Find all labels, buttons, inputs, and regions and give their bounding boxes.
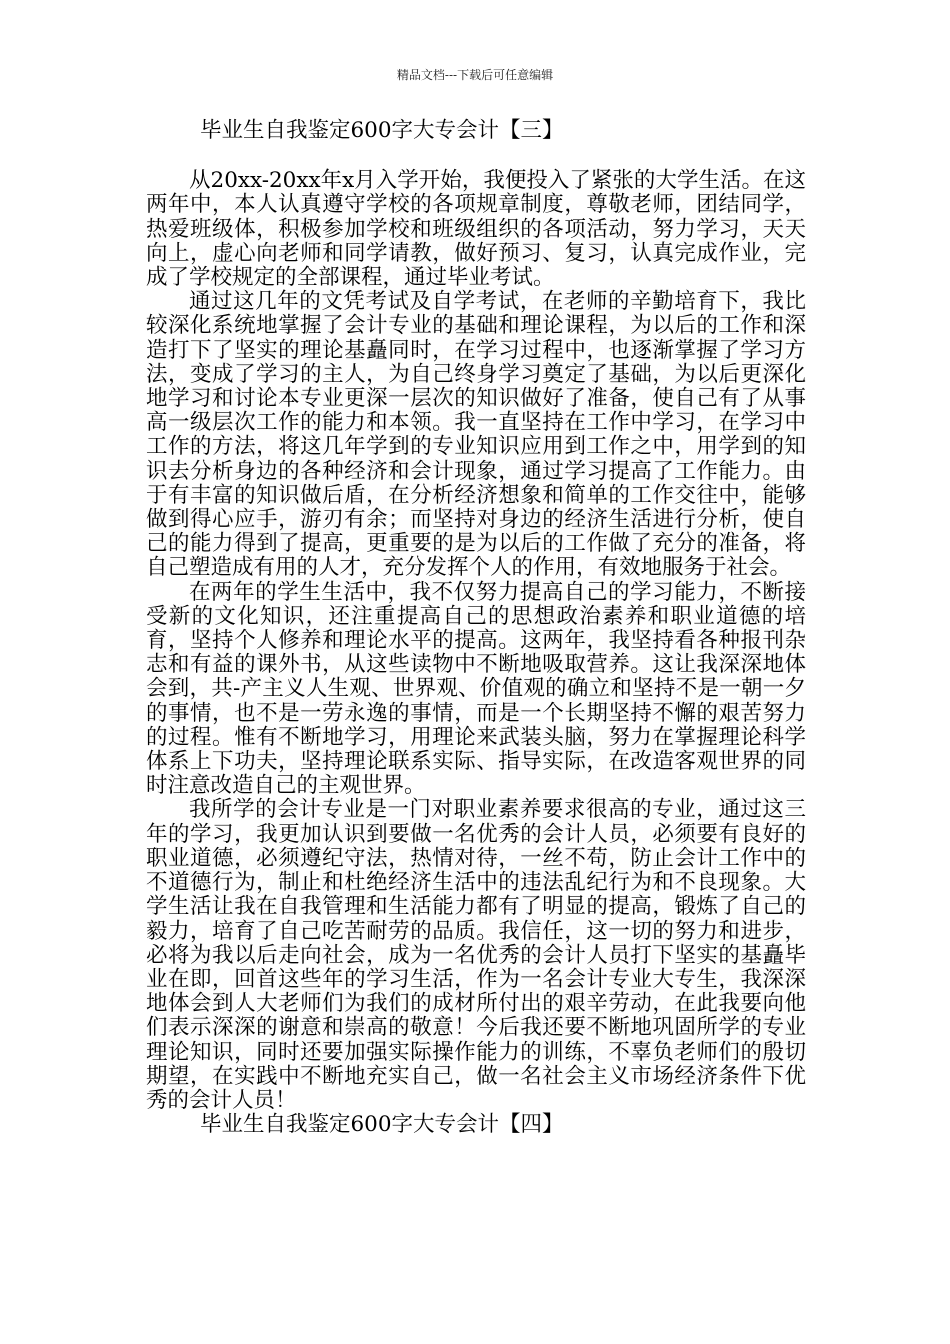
heading-spacer: [146, 143, 806, 169]
paragraph-2: 通过这几年的文凭考试及自学考试，在老师的辛勤培育下，我比较深化系统地掌握了会计专业的基础和理论课程，为以后的工作和深造打下了坚实的理论基矗同时，在学习过程中，也逐渐掌握了学习方法，变成了学习的主人，为自己终身学习奠定了基础，为以后更深化地学习和讨论本专业更深一层次的知识做好了准备，使自己有了从事高一级层次工作的能力和本领。我一直坚持在工作中学习，在学习中工作的方法，将这几年学到的专业知识应用到工作之中，用学到的知识去分析身边的各种经济和会计现象，通过学习提高了工作能力。由于有丰富的知识做后盾，在分析经济想象和简单的工作交往中，能够做到得心应手，游刃有余；而坚持对身边的经济生活进行分析，使自己的能力得到了提高，更重要的是为以后的工作做了充分的准备，将自己塑造成有用的人才，充分发挥个人的作用，有效地服务于社会。: [146, 289, 806, 581]
section-heading-3: 毕业生自我鉴定600字大专会计【三】: [200, 118, 564, 143]
page-header: 精品文档---下载后可任意编辑: [396, 68, 554, 82]
document-body: [146, 119, 806, 1137]
paragraph-1: 从20xx-20xx年x月入学开始，我便投入了紧张的大学生活。在这两年中，本人认真遵守学校的各项规章制度，尊敬老师，团结同学，热爱班级体，积极参加学校和班级组织的各项活动，努力学习，天天向上，虚心向老师和同学请教，做好预习、复习，认真完成作业，完成了学校规定的全部课程，通过毕业考试。: [146, 168, 806, 291]
section-heading-4: 毕业生自我鉴定600字大专会计【四】: [200, 1112, 564, 1138]
paragraph-3: 在两年的学生生活中，我不仅努力提高自己的学习能力，不断接受新的文化知识，还注重提高自己的思想政治素养和职业道德的培育，坚持个人修养和理论水平的提高。这两年，我坚持看各种报刊杂志和有益的课外书，从这些读物中不断地吸取营养。这让我深深地体会到，共-产主义人生观、世界观、价值观的确立和坚持不是一朝一夕的事情，也不是一劳永逸的事情，而是一个长期坚持不懈的艰苦努力的过程。惟有不断地学习，用理论来武装头脑，努力在掌握理论科学体系上下功夫，坚持理论联系实际、指导实际，在改造客观世界的同时注意改造自己的主观世界。: [146, 579, 806, 799]
paragraph-4: 我所学的会计专业是一门对职业素养要求很高的专业，通过这三年的学习，我更加认识到要做一名优秀的会计人员，必须要有良好的职业道德，必须遵纪守法，热情对待，一丝不苟，防止会计工作中的不道德行为，制止和杜绝经济生活中的违法乱纪行为和不良现象。大学生活让我在自我管理和生活能力都有了明显的提高，锻炼了自己的毅力，培育了自己吃苦耐劳的品质。我信任，这一切的努力和进步，必将为我以后走向社会，成为一名优秀的会计人员打下坚实的基矗毕业在即，回首这些年的学习生活，作为一名会计专业大专生，我深深地体会到人大老师们为我们的成材所付出的艰辛劳动，在此我要向他们表示深深的谢意和崇高的敬意！今后我还要不断地巩固所学的专业理论知识，同时还要加强实际操作能力的训练，不辜负老师们的殷切期望，在实践中不断地充实自己，做一名社会主义市场经济条件下优秀的会计人员！: [146, 797, 806, 1113]
